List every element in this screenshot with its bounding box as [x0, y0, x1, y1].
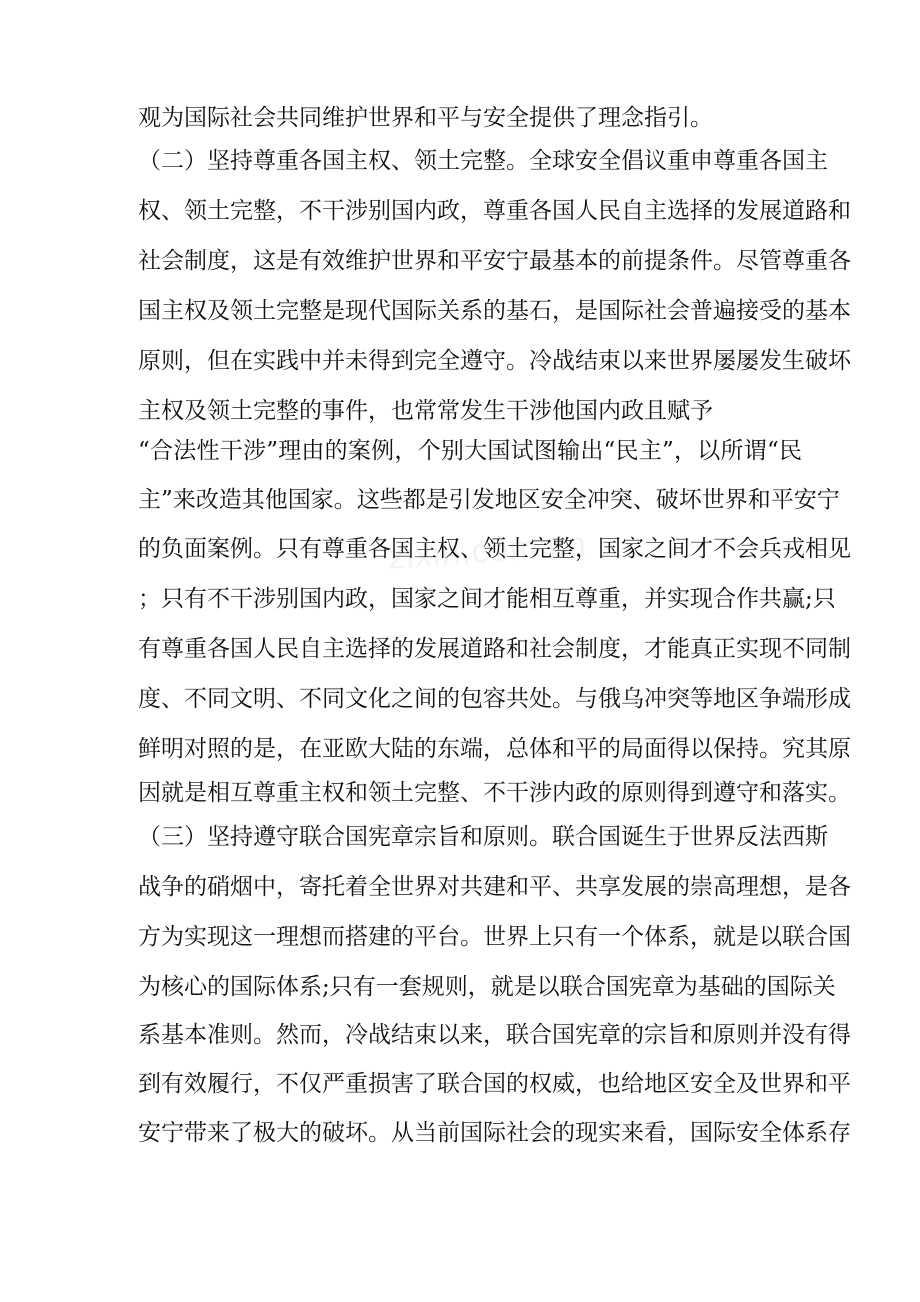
text-line-2: （二）坚持尊重各国主权、领土完整。全球安全倡议重申尊重各国主 [138, 148, 828, 174]
text-line-18: 方为实现这一理想而搭建的平台。世界上只有一个体系，就是以联合国 [138, 924, 851, 950]
text-line-12: 有尊重各国人民自主选择的发展道路和社会制度，才能真正实现不同制 [138, 636, 851, 662]
text-line-5: 国主权及领土完整是现代国际关系的基石，是国际社会普遍接受的基本 [138, 298, 851, 324]
text-line-8: “合法性干涉”理由的案例，个别大国试图输出“民主”，以所谓“民 [138, 438, 802, 464]
text-line-22: 安宁带来了极大的破坏。从当前国际社会的现实来看，国际安全体系存 [138, 1120, 851, 1146]
text-line-20: 系基本准则。然而，冷战结束以来，联合国宪章的宗旨和原则并没有得 [138, 1022, 851, 1048]
text-line-19: 为核心的国际体系;只有一套规则，就是以联合国宪章为基础的国际关 [138, 974, 836, 1000]
text-line-21: 到有效履行，不仅严重损害了联合国的权威，也给地区安全及世界和平 [138, 1071, 851, 1097]
text-line-13: 度、不同文明、不同文化之间的包容共处。与俄乌冲突等地区争端形成 [138, 686, 851, 712]
text-line-7: 主权及领土完整的事件，也常常发生干涉他国内政且赋予 [138, 398, 713, 424]
text-line-10: 的负面案例。只有尊重各国主权、领土完整，国家之间才不会兵戎相见 [138, 536, 851, 562]
text-line-17: 战争的硝烟中，寄托着全世界对共建和平、共享发展的崇高理想，是各 [138, 874, 851, 900]
text-line-1: 观为国际社会共同维护世界和平与安全提供了理念指引。 [138, 105, 713, 131]
text-line-9: 主”来改造其他国家。这些都是引发地区安全冲突、破坏世界和平安宁 [138, 487, 840, 513]
text-line-4: 社会制度，这是有效维护世界和平安宁最基本的前提条件。尽管尊重各 [138, 248, 851, 274]
text-line-3: 权、领土完整，不干涉别国内政，尊重各国人民自主选择的发展道路和 [138, 198, 851, 224]
text-line-6: 原则，但在实践中并未得到完全遵守。冷战结束以来世界屡屡发生破坏 [138, 348, 851, 374]
text-line-14: 鲜明对照的是，在亚欧大陆的东端，总体和平的局面得以保持。究其原 [138, 736, 851, 762]
text-line-11: ；只有不干涉别国内政，国家之间才能相互尊重，并实现合作共赢;只 [138, 586, 836, 612]
text-line-15: 因就是相互尊重主权和领土完整、不干涉内政的原则得到遵守和落实。 [138, 780, 851, 806]
text-line-16: （三）坚持遵守联合国宪章宗旨和原则。联合国诞生于世界反法西斯 [138, 824, 828, 850]
